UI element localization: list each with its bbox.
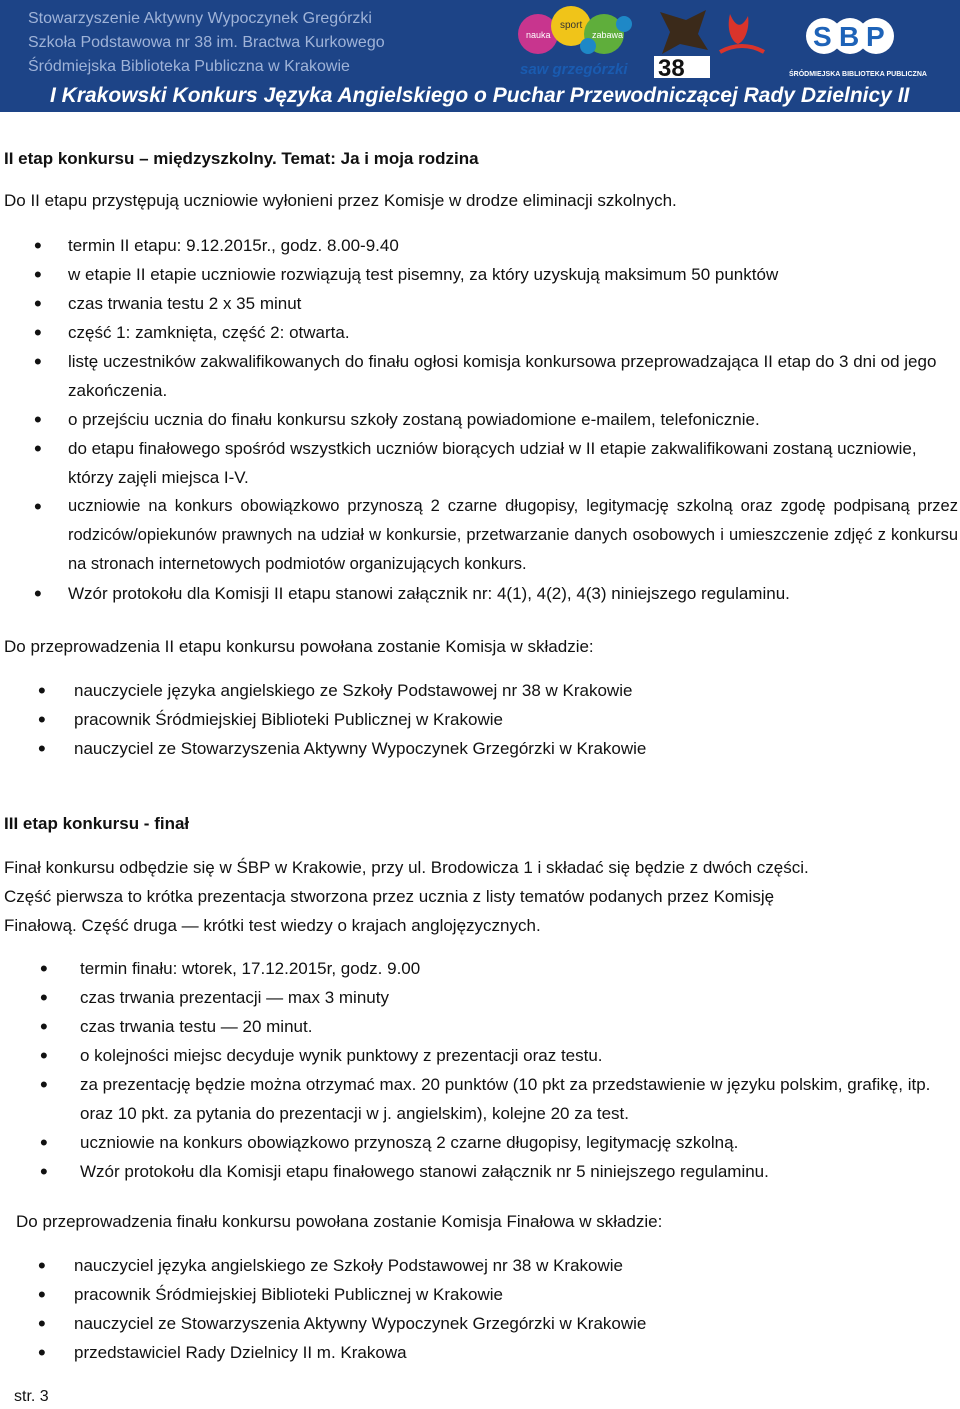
- list-item: • za prezentację będzie można otrzymać max. 20 punktów (10 pkt za przedstawienie w języku polskim, grafikę, itp. oraz 10 pkt. za pytania do prezentacji w j. angielskim), kolejne 20 za test.: [80, 1070, 940, 1128]
- svg-text:S: S: [813, 21, 832, 52]
- list-item: • nauczyciele języka angielskiego ze Szkoły Podstawowej nr 38 w Krakowie: [74, 676, 646, 705]
- list-item: • do etapu finałowego spośród wszystkich uczniów biorących udział w II etapie zakwalifikowani zostaną uczniowie, którzy zajęli miejsca I-V.: [68, 434, 958, 492]
- school-number: 38: [658, 55, 685, 82]
- list-item: • o przejściu ucznia do finału konkursu szkoły zostaną powiadomione e-mailem, telefonicznie.: [68, 405, 958, 434]
- list-item: • uczniowie na konkurs obowiązkowo przynoszą 2 czarne długopisy, legitymację szkolną oraz zgodę podpisaną przez rodziców/opiekunów prawnych na udział w konkursie, przetwarzanie danych osobowych i umieszczenie zdjęć z konkursu na stronach internetowych podmiotów organizujących konkurs.: [68, 492, 958, 579]
- list-item: • nauczyciel ze Stowarzyszenia Aktywny Wypoczynek Grzegórzki w Krakowie: [74, 734, 646, 763]
- contest-title: I Krakowski Konkurs Języka Angielskiego o Puchar Przewodniczącej Rady Dzielnicy II: [50, 84, 910, 107]
- list-item: • termin II etapu: 9.12.2015r., godz. 8.00-9.40: [68, 231, 958, 260]
- stage2-intro: Do II etapu przystępują uczniowie wyłonieni przez Komisje w drodze eliminacji szkolnych.: [4, 191, 677, 210]
- list-item: • czas trwania testu 2 x 35 minut: [68, 289, 958, 318]
- list-item: • o kolejności miejsc decyduje wynik punktowy z prezentacji oraz testu.: [80, 1041, 940, 1070]
- header-org-3: Śródmiejska Biblioteka Publiczna w Krakowie: [28, 58, 350, 75]
- list-item: • w etapie II etapie uczniowie rozwiązują test pisemny, za który uzyskują maksimum 50 punktów: [68, 260, 958, 289]
- stage2-rules-list: [68, 231, 958, 608]
- list-item: • nauczyciel ze Stowarzyszenia Aktywny Wypoczynek Grzegórzki w Krakowie: [74, 1309, 646, 1338]
- list-item: • pracownik Śródmiejskiej Biblioteki Publicznej w Krakowie: [74, 705, 646, 734]
- stage3-committee-list: [74, 1251, 646, 1367]
- list-item: • część 1: zamknięta, część 2: otwarta.: [68, 318, 958, 347]
- stage2-heading: II etap konkursu – międzyszkolny. Temat: Ja i moja rodzina: [4, 149, 479, 168]
- library-logo: [786, 4, 927, 80]
- list-item: • Wzór protokołu dla Komisji etapu finałowego stanowi załącznik nr 5 niniejszego regulaminu.: [80, 1157, 940, 1186]
- list-item: • uczniowie na konkurs obowiązkowo przynoszą 2 czarne długopisy, legitymację szkolną.: [80, 1128, 940, 1157]
- stage3-heading: III etap konkursu - finał: [4, 814, 190, 833]
- list-item: • czas trwania testu — 20 minut.: [80, 1012, 940, 1041]
- stage2-committee-intro: Do przeprowadzenia II etapu konkursu powołana zostanie Komisja w składzie:: [4, 637, 594, 656]
- list-item: • czas trwania prezentacji — max 3 minuty: [80, 983, 940, 1012]
- list-item: • przedstawiciel Rady Dzielnicy II m. Krakowa: [74, 1338, 646, 1367]
- svg-text:B: B: [839, 21, 860, 52]
- puzzle-word-2: sport: [560, 20, 583, 31]
- list-item: • termin finału: wtorek, 17.12.2015r, godz. 9.00: [80, 954, 940, 983]
- stage3-committee-intro: Do przeprowadzenia finału konkursu powołana zostanie Komisja Finałowa w składzie:: [16, 1212, 663, 1231]
- school-38-logo: [650, 4, 768, 80]
- stage3-intro-line-1: Finał konkursu odbędzie się w ŚBP w Krakowie, przy ul. Brodowicza 1 i składać się będzie z dwóch części.: [4, 858, 809, 877]
- library-caption: ŚRÓDMIEJSKA BIBLIOTEKA PUBLICZNA: [789, 71, 927, 78]
- stage2-committee-list: [74, 676, 646, 763]
- list-item: • listę uczestników zakwalifikowanych do finału ogłosi komisja konkursowa przeprowadzająca II etap do 3 dni od jego zakończenia.: [68, 347, 958, 405]
- page-number: str. 3: [14, 1388, 49, 1405]
- puzzle-caption: saw grzegórzki: [520, 61, 628, 78]
- list-item: • nauczyciel języka angielskiego ze Szkoły Podstawowej nr 38 w Krakowie: [74, 1251, 646, 1280]
- svg-text:P: P: [866, 21, 885, 52]
- stage3-intro-line-3: Finałową. Część druga — krótki test wiedzy o krajach anglojęzycznych.: [4, 916, 541, 935]
- list-item: • Wzór protokołu dla Komisji II etapu stanowi załącznik nr: 4(1), 4(2), 4(3) niniejszego regulaminu.: [68, 579, 958, 608]
- stage3-rules-list: [80, 954, 940, 1186]
- puzzle-word-1: nauka: [526, 30, 551, 40]
- list-item: • pracownik Śródmiejskiej Biblioteki Publicznej w Krakowie: [74, 1280, 646, 1309]
- header-banner: [0, 0, 960, 112]
- stage3-intro-line-2: Część pierwsza to krótka prezentacja stworzona przez ucznia z listy tematów podanych przez Komisję: [4, 887, 775, 906]
- header-org-1: Stowarzyszenie Aktywny Wypoczynek Gregórzki: [28, 10, 372, 27]
- puzzle-word-3: zabawa: [592, 30, 624, 40]
- header-org-2: Szkoła Podstawowa nr 38 im. Bractwa Kurkowego: [28, 34, 385, 51]
- saw-grzegorzki-logo: [516, 4, 634, 78]
